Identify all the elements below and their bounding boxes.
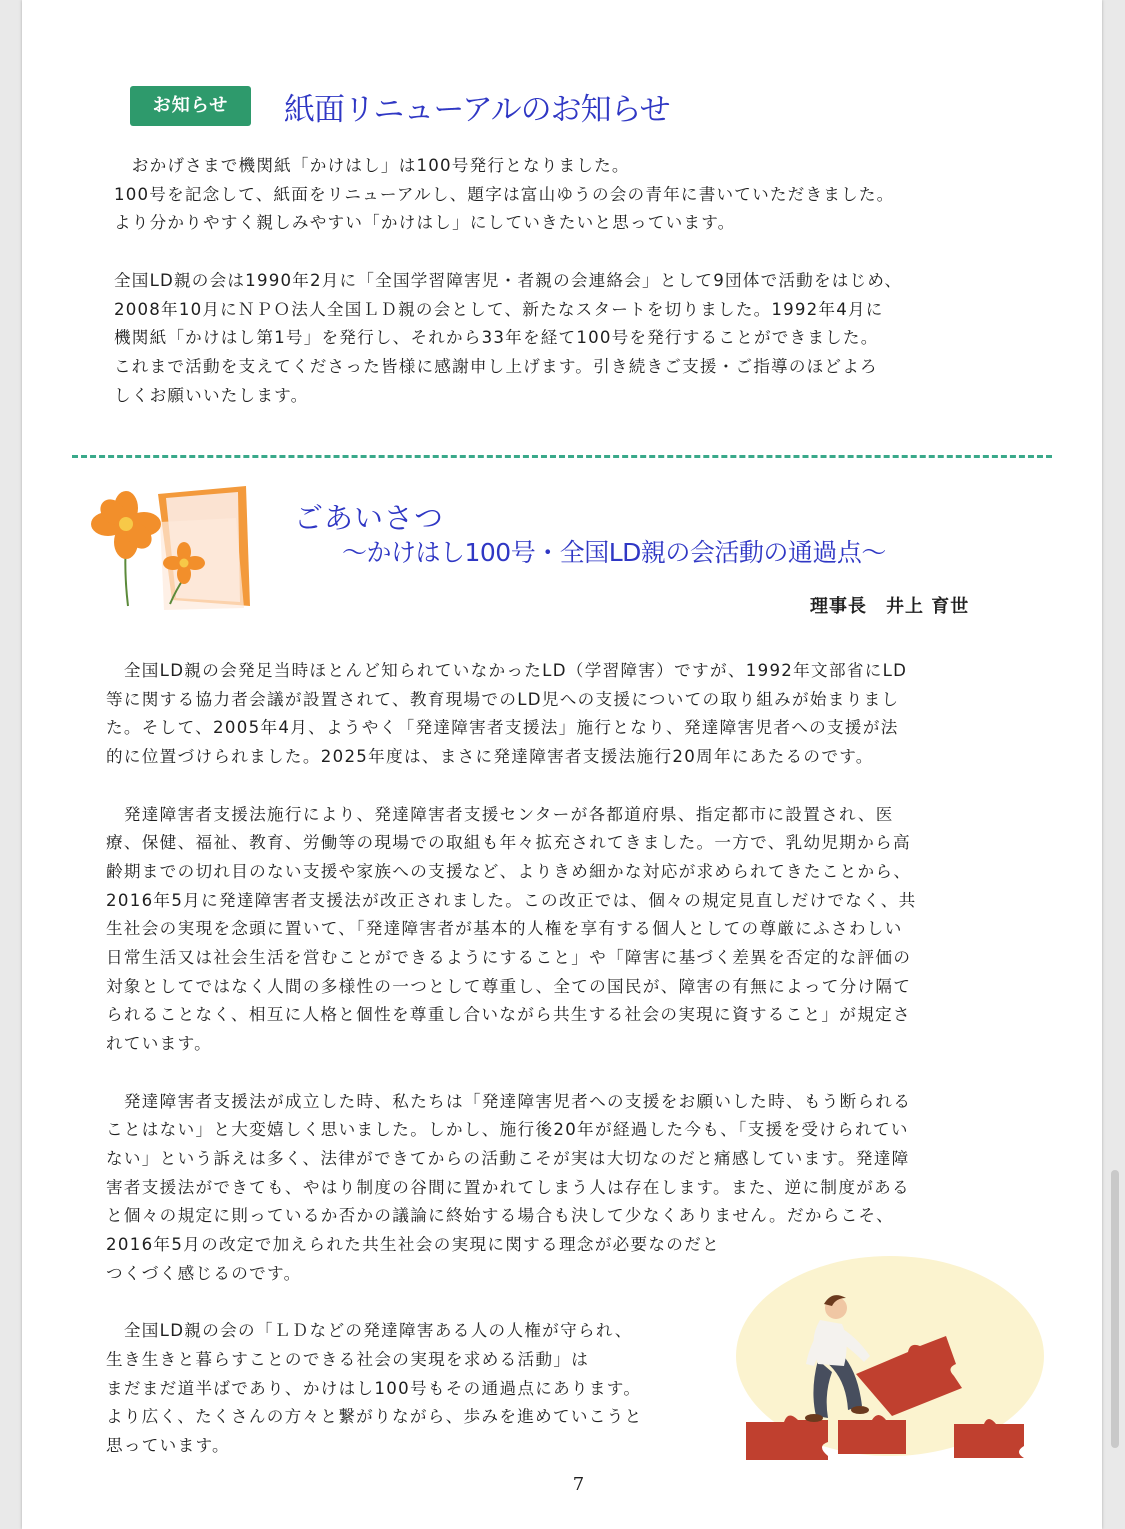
greeting-line: と個々の規定に則っているか否かの議論に終始する場合も決して少なくありません。だからこそ、 [106, 1206, 894, 1226]
page-number: 7 [572, 1474, 585, 1495]
greeting-line: 発達障害者支援法が成立した時、私たちは「発達障害児者への支援をお願いした時、もう断られる [106, 1091, 912, 1111]
notice-line: 機関紙「かけはし第1号」を発行し、それから33年を経て100号を発行することができました。 [114, 328, 879, 348]
greeting-line: まだまだ道半ばであり、かけはし100号もその通過点にあります。 [106, 1378, 642, 1398]
greeting-line: 生社会の実現を念頭に置いて、「発達障害者が基本的人権を享有する個人としての尊厳にふさわしい [106, 919, 903, 939]
greeting-line: 全国LD親の会発足当時ほとんど知られていなかったLD（学習障害）ですが、1992年文部省にLD [106, 661, 908, 680]
greeting-line: 的に位置づけられました。2025年度は、まさに発達障害者支援法施行20周年にあたるのです。 [106, 747, 874, 767]
greeting-title: ごあいさつ [294, 501, 445, 535]
greeting-line: 思っています。 [106, 1435, 230, 1455]
flower-illustration [80, 482, 270, 612]
greeting-line: 全国LD親の会の「ＬＤなどの発達障害ある人の人権が守られ、 [106, 1321, 633, 1341]
greeting-line: ことはない」と大変嬉しく思いました。しかし、施行後20年が経過した今も、「支援を受けられてい [106, 1120, 909, 1140]
author-name: 理事長 井上 育世 [810, 596, 970, 617]
section-divider [72, 455, 1052, 458]
greeting-line: 対象としてではなく人間の多様性の一つとして尊重し、全ての国民が、障害の有無によって分け隔て [106, 976, 912, 996]
greeting-line: 2016年5月の改定で加えられた共生社会の実現に関する理念が必要なのだと [106, 1235, 720, 1255]
greeting-line: れています。 [106, 1034, 213, 1054]
greeting-line: つくづく感じるのです。 [106, 1263, 302, 1283]
notice-line: おかげさまで機関紙「かけはし」は100号発行となりました。 [114, 156, 630, 175]
greeting-line: 等に関する協力者会議が設置されて、教育現場でのLD児への支援についての取り組みが始まりまし [106, 689, 900, 709]
notice-title: 紙面リニューアルのお知らせ [284, 92, 670, 128]
greeting-gap [106, 772, 917, 801]
notice-line: これまで活動を支えてくださった皆様に感謝申し上げます。引き続きご支援・ご指導のほどよろ [114, 356, 878, 376]
notice-line: より分かりやすく親しみやすい「かけはし」にしていきたいと思っています。 [114, 213, 736, 233]
greeting-line: 発達障害者支援法施行により、発達障害者支援センターが各都道府県、指定都市に設置され、医 [106, 804, 894, 824]
notice-line: 2008年10月にＮＰＯ法人全国ＬＤ親の会として、新たなスタートを切りました。1992年4月に [114, 299, 884, 319]
greeting-subtitle: ～かけはし100号・全国LD親の会活動の通過点～ [342, 538, 886, 567]
greeting-gap [106, 1059, 917, 1088]
greeting-line: られることなく、相互に人格と個性を尊重し合いながら共生する社会の実現に資すること」が規定さ [106, 1005, 911, 1025]
scrollbar[interactable] [1111, 1170, 1119, 1448]
notice-line: 100号を記念して、紙面をリニューアルし、題字は富山ゆうの会の青年に書いていただきました。 [114, 184, 895, 204]
greeting-line: 療、保健、福祉、教育、労働等の現場での取組も年々拡充されてきました。一方で、乳幼児期から高 [106, 833, 911, 853]
notice-line: しくお願いいたします。 [114, 385, 309, 405]
notice-gap [114, 238, 902, 267]
greeting-line: 生き生きと暮らすことのできる社会の実現を求める活動」は [106, 1349, 590, 1369]
greeting-line: 日常生活又は社会生活を営むことができるようにすること」や「障害に基づく差異を否定的な評価の [106, 948, 912, 968]
greeting-line: た。そして、2005年4月、ようやく「発達障害者支援法」施行となり、発達障害児者への支援が法 [106, 718, 899, 738]
newsletter-page [22, 0, 1102, 1529]
notice-line: 全国LD親の会は1990年2月に「全国学習障害児・者親の会連絡会」として9団体で活動をはじめ、 [114, 270, 903, 290]
greeting-line: ない」という訴えは多く、法律ができてからの活動こそが実は大切なのだと痛感しています。発達障 [106, 1148, 910, 1168]
greeting-line: 害者支援法ができても、やはり制度の谷間に置かれてしまう人は存在します。また、逆に制度がある [106, 1177, 910, 1197]
greeting-line: 2016年5月に発達障害者支援法が改正されました。この改正では、個々の規定見直しだけでなく、共 [106, 890, 917, 910]
greeting-line: 齢期までの切れ目のない支援や家族への支援など、よりきめ細かな対応が求められてきたことから、 [106, 861, 912, 881]
notice-badge: お知らせ [130, 86, 251, 126]
puzzle-man-illustration [726, 1252, 1046, 1462]
greeting-line: より広く、たくさんの方々と繋がりながら、歩みを進めていこうと [106, 1407, 643, 1427]
notice-body [114, 152, 902, 410]
